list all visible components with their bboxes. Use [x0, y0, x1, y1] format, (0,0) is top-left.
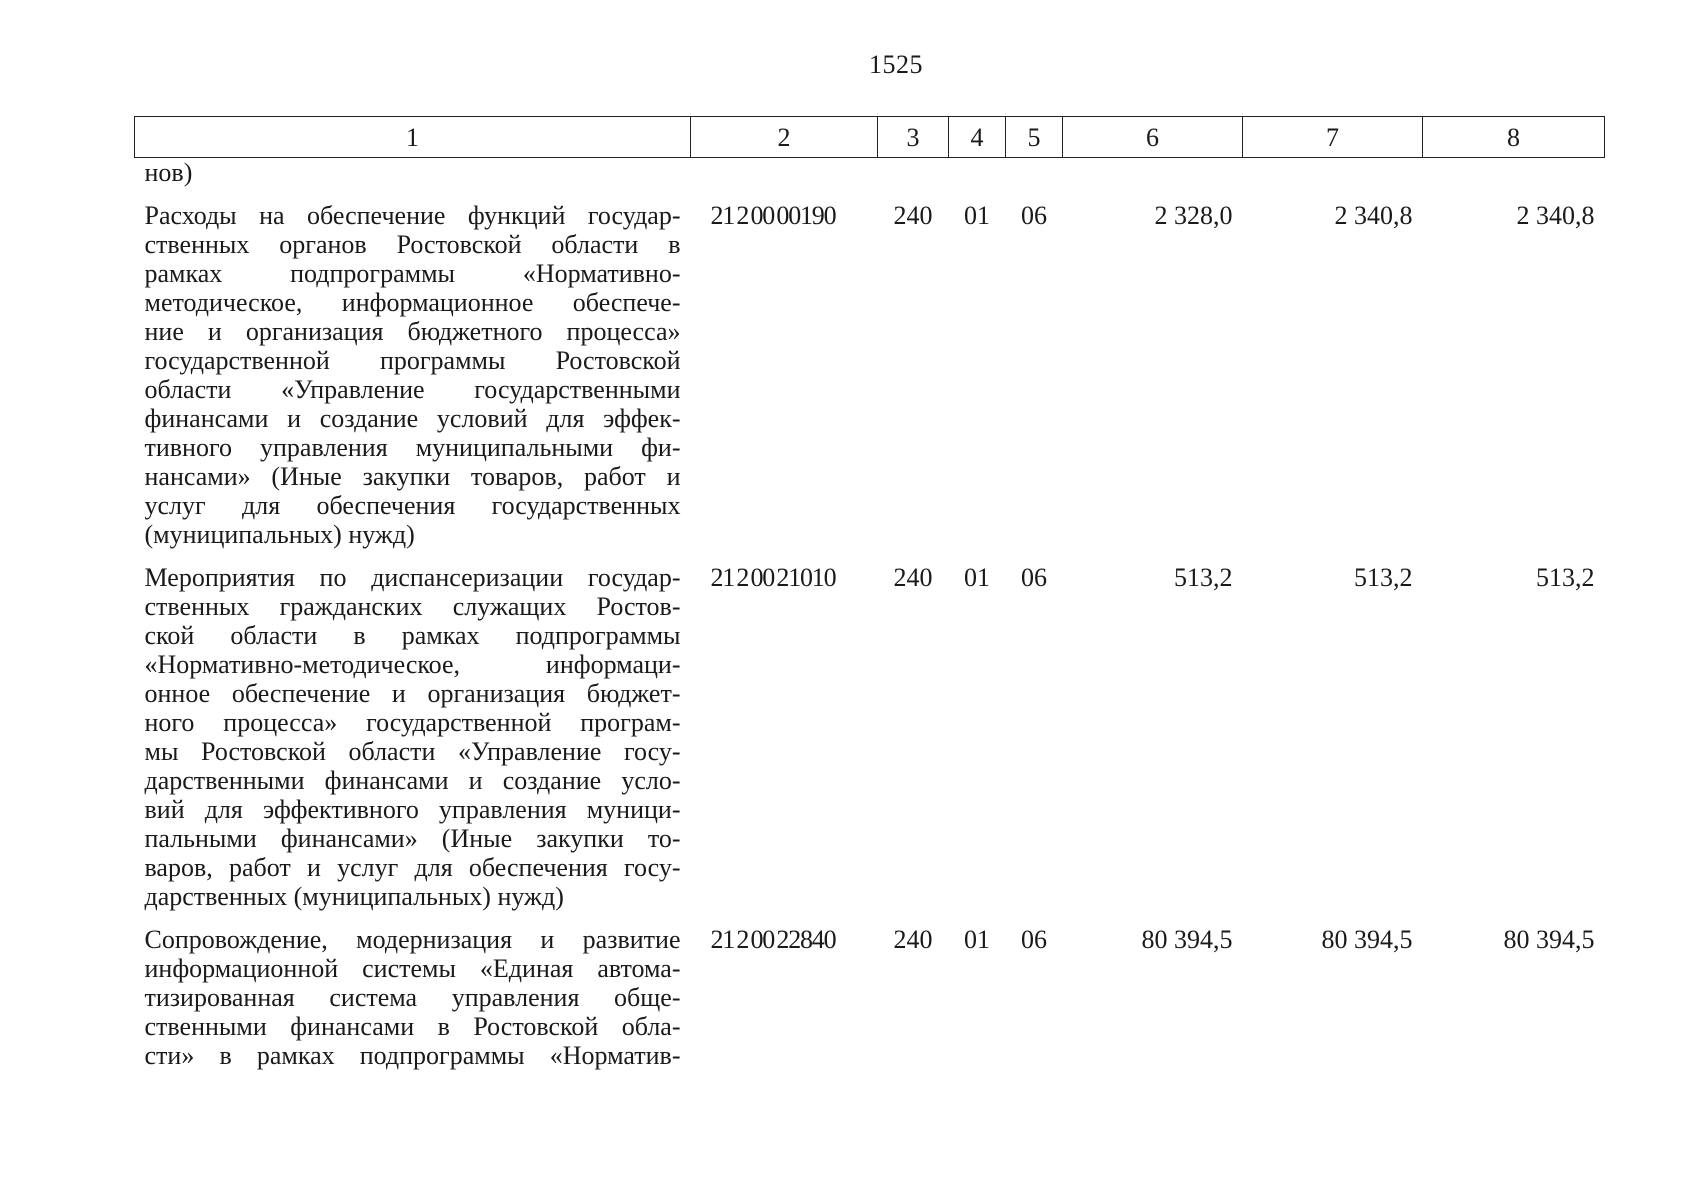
expense-type: 240	[893, 925, 933, 954]
table-row	[135, 187, 1605, 549]
description-line: тизированная система управления обще-	[144, 983, 681, 1012]
description-line: ской области в рамках подпрограммы	[144, 621, 681, 650]
description-line: варов, работ и услуг для обеспечения госу-	[144, 853, 681, 882]
continuation-row	[135, 158, 1605, 188]
target-article-code: 21 2 00 21010	[710, 563, 836, 592]
description-line: пальными финансами» (Иные закупки то-	[144, 824, 681, 853]
description-line: Мероприятия по диспансеризации государ-	[144, 563, 681, 592]
amount-col-7: 2 340,8	[1334, 201, 1413, 230]
description-line: услуг для обеспечения государственных	[144, 491, 681, 520]
target-article-code: 21 2 00 00190	[710, 201, 836, 230]
section-code: 01	[964, 563, 990, 592]
page-number: 1525	[869, 50, 923, 79]
description-line: методическое, информационное обеспече-	[144, 288, 681, 317]
description-line: тивного управления муниципальными фи-	[144, 433, 681, 462]
description-line: вий для эффективного управления муници-	[144, 795, 681, 824]
section-code: 01	[964, 201, 990, 230]
budget-table-container	[134, 116, 1604, 1070]
header-cell-4: 4	[949, 117, 1006, 158]
continuation-line: нов)	[144, 158, 193, 187]
header-cell-7: 7	[1243, 117, 1423, 158]
description-line: мы Ростовской области «Управление госу-	[144, 737, 681, 766]
description-line: ние и организация бюджетного процесса»	[144, 317, 681, 346]
description-line: ственных гражданских служащих Ростов-	[144, 592, 681, 621]
amount-col-7: 513,2	[1354, 563, 1413, 592]
continuation-text	[135, 158, 691, 188]
description-line: дарственных (муниципальных) нужд)	[144, 882, 564, 911]
row-description	[135, 911, 691, 1070]
description-line: ственными финансами в Ростовской обла-	[144, 1012, 681, 1041]
table-row	[135, 911, 1605, 1070]
description-line: «Нормативно-методическое, информаци-	[144, 650, 681, 679]
description-line: сти» в рамках подпрограммы «Норматив-	[144, 1041, 681, 1070]
description-line: информационной системы «Единая автома-	[144, 954, 681, 983]
description-line: области «Управление государственными	[144, 375, 681, 404]
description-line: Сопровождение, модернизация и развитие	[144, 925, 681, 954]
description-line: нансами» (Иные закупки товаров, работ и	[144, 462, 681, 491]
header-cell-8: 8	[1423, 117, 1605, 158]
header-cell-5: 5	[1006, 117, 1063, 158]
table-row	[135, 549, 1605, 911]
description-line: ного процесса» государственной програм-	[144, 708, 681, 737]
description-line: рамках подпрограммы «Нормативно-	[144, 259, 681, 288]
table-header-row	[135, 117, 1605, 158]
description-line: Расходы на обеспечение функций государ-	[144, 201, 681, 230]
target-article-code: 21 2 00 22840	[710, 925, 836, 954]
amount-col-8: 2 340,8	[1516, 201, 1595, 230]
description-line: финансами и создание условий для эффек-	[144, 404, 681, 433]
description-line: онное обеспечение и организация бюджет-	[144, 679, 681, 708]
description-line: дарственными финансами и создание усло-	[144, 766, 681, 795]
amount-col-7: 80 394,5	[1321, 925, 1413, 954]
amount-col-6: 80 394,5	[1141, 925, 1233, 954]
header-cell-2: 2	[691, 117, 878, 158]
subsection-code: 06	[1021, 925, 1047, 954]
section-code: 01	[964, 925, 990, 954]
subsection-code: 06	[1021, 201, 1047, 230]
budget-table	[134, 116, 1605, 1070]
expense-type: 240	[893, 201, 933, 230]
row-description	[135, 549, 691, 911]
amount-col-8: 513,2	[1536, 563, 1595, 592]
description-line: государственной программы Ростовской	[144, 346, 681, 375]
description-line: (муниципальных) нужд)	[144, 520, 415, 549]
subsection-code: 06	[1021, 563, 1047, 592]
header-cell-6: 6	[1063, 117, 1243, 158]
amount-col-6: 513,2	[1174, 563, 1233, 592]
header-cell-3: 3	[878, 117, 949, 158]
expense-type: 240	[893, 563, 933, 592]
amount-col-6: 2 328,0	[1154, 201, 1233, 230]
description-line: ственных органов Ростовской области в	[144, 230, 681, 259]
amount-col-8: 80 394,5	[1503, 925, 1595, 954]
header-cell-1: 1	[135, 117, 691, 158]
row-description	[135, 187, 691, 549]
